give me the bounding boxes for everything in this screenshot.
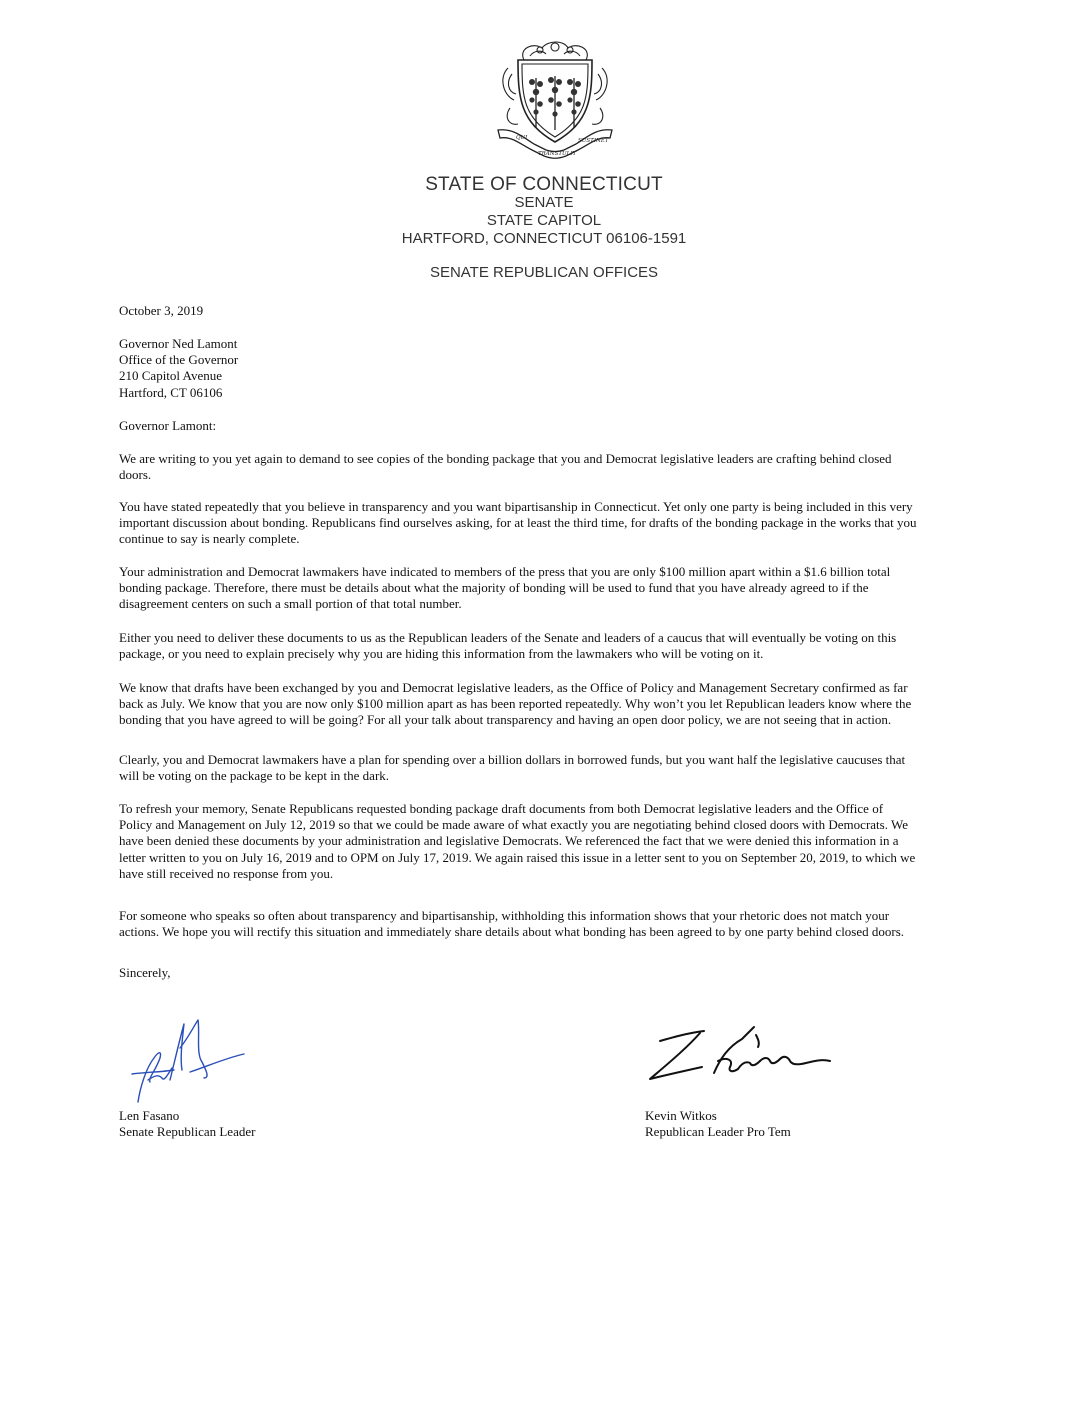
paragraph-line: have still received no response from you. [119, 865, 334, 881]
paragraph-line: Policy and Management on July 12, 2019 so that we could be made aware of what exactly you are negotiating behind closed doors with Democrats. We [119, 817, 908, 833]
paragraph-line: will be voting on the package to be kept in the dark. [119, 768, 390, 784]
seal-motto-1: QUI [516, 135, 528, 141]
signatory-title: Senate Republican Leader [119, 1124, 256, 1140]
paragraph-line: We know that drafts have been exchanged by you and Democrat legislative leaders, as the Office of Policy and Management Secretary confirmed as far [119, 680, 908, 695]
signatory-name: Len Fasano [119, 1108, 180, 1123]
paragraph-line: back as July. We know that you are now only $100 million apart as has been reported repeatedly. Why won’t you let Republican leaders know where the [119, 696, 912, 712]
signature-kevin-witkos [646, 1013, 836, 1087]
paragraph-line: You have stated repeatedly that you believe in transparency and you want bipartisanship in Connecticut. Yet only one party is being included in this very [119, 499, 913, 514]
letterhead-address: HARTFORD, CONNECTICUT 06106-1591 [401, 230, 687, 247]
paragraph-line: bonding package. Therefore, there must be details about what the majority of bonding will be used to fund that you have already agreed to if the [119, 580, 869, 596]
paragraph-line: We are writing to you yet again to demand to see copies of the bonding package that you and Democrat legislative leaders are crafting behind closed [119, 451, 892, 466]
body-paragraph [119, 630, 999, 662]
letterhead-state: STATE OF CONNECTICUT [425, 174, 663, 195]
seal-motto-3: SUSTINET [578, 138, 609, 144]
body-paragraph [119, 752, 999, 784]
letter-date: October 3, 2019 [119, 303, 204, 318]
recipient-line: Governor Ned Lamont [119, 336, 238, 351]
recipient-line: 210 Capitol Avenue [119, 368, 223, 384]
signature-len-fasano [118, 1018, 248, 1104]
body-paragraph [119, 908, 999, 940]
letterhead-body: SENATE [514, 194, 574, 211]
signatory-block-right [645, 1108, 945, 1140]
paragraph-line: For someone who speaks so often about transparency and bipartisanship, withholding this information shows that your rhetoric does not match your [119, 908, 890, 923]
paragraph-line: doors. [119, 467, 152, 483]
paragraph-line: disagreement centers on such a small portion of that total number. [119, 596, 462, 612]
paragraph-line: Your administration and Democrat lawmakers have indicated to members of the press that you are only $100 million apart within a $1.6 billion total [119, 564, 891, 579]
body-paragraph [119, 451, 999, 483]
paragraph-line: To refresh your memory, Senate Republicans requested bonding package draft documents from both Democrat legislative leaders and the Office of [119, 801, 884, 816]
seal-motto-2: TRANSTULIT [538, 151, 577, 157]
body-paragraph [119, 801, 999, 882]
paragraph-line: bonding that you have agreed to will be going? For all your talk about transparency and having an open door policy, we are not seeing that in action. [119, 712, 892, 728]
body-paragraph [119, 564, 999, 613]
paragraph-line: Either you need to deliver these documents to us as the Republican leaders of the Senate and leaders of a caucus that will eventually be voting on this [119, 630, 897, 645]
closing: Sincerely, [119, 965, 171, 980]
paragraph-line: package, or you need to explain precisely why you are hiding this information from the lawmakers who will be voting on it. [119, 646, 764, 662]
letterhead-office: SENATE REPUBLICAN OFFICES [429, 264, 659, 281]
letterhead-building: STATE CAPITOL [486, 212, 602, 229]
body-paragraph [119, 499, 999, 548]
paragraph-line: Clearly, you and Democrat lawmakers have a plan for spending over a billion dollars in borrowed funds, but you want half the legislative caucuses that [119, 752, 906, 767]
paragraph-line: important discussion about bonding. Republicans find ourselves asking, for at least the third time, for drafts of the bonding package in the works that you [119, 515, 917, 531]
paragraph-line: actions. We hope you will rectify this situation and immediately share details about what bonding has been agreed to by one party behind closed doors. [119, 924, 905, 940]
state-seal-logo [494, 38, 616, 164]
body-paragraph [119, 680, 999, 729]
paragraph-line: letter written to you on July 16, 2019 and to OPM on July 17, 2019. We again raised this issue in a letter sent to you on September 20, 2019, to which we [119, 849, 916, 865]
signatory-name: Kevin Witkos [645, 1108, 717, 1123]
signatory-block-left [119, 1108, 419, 1140]
recipient-address [119, 336, 999, 401]
signatory-title: Republican Leader Pro Tem [645, 1124, 791, 1140]
paragraph-line: continue to say is nearly complete. [119, 531, 300, 547]
paragraph-line: have been denied these documents by your administration and legislative Democrats. We referenced the fact that we were denied this information in a [119, 833, 899, 849]
recipient-line: Hartford, CT 06106 [119, 384, 223, 400]
recipient-line: Office of the Governor [119, 352, 239, 368]
salutation: Governor Lamont: [119, 418, 217, 433]
